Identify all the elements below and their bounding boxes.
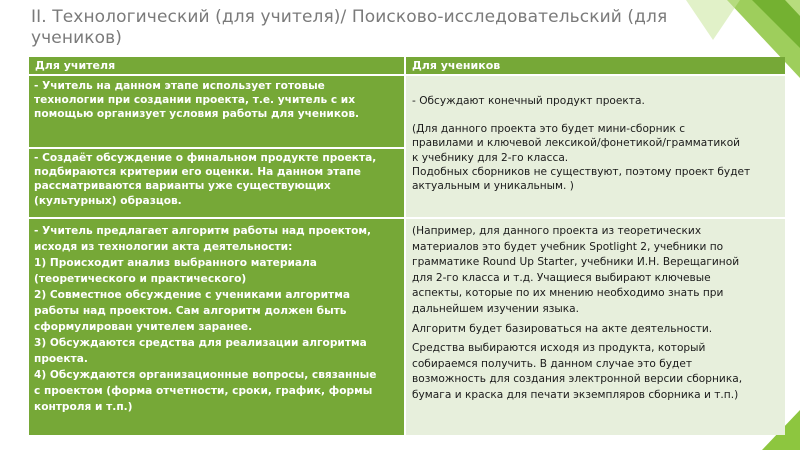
students-cell-2-line: возможность для создания электронной версии сборника, xyxy=(412,373,743,386)
students-cell-1-intro: - Обсуждают конечный продукт проекта. xyxy=(412,95,645,107)
teacher-cell-3-line: 3) Обсуждаются средства для реализации алгоритма xyxy=(34,337,367,349)
teacher-cell-2-line: рассматриваются варианты уже существующих xyxy=(34,180,331,193)
slide-title xyxy=(31,7,751,49)
teacher-cell-3-line: проекта. xyxy=(34,353,88,365)
teacher-cell-2-line: подбираются критерии его оценки. На данном этапе xyxy=(34,166,361,179)
comparison-table xyxy=(29,57,785,435)
students-cell-1-line: актуальным и уникальным. ) xyxy=(412,180,574,193)
students-cell-2-line: бумага и краска для печати экземпляров сборника и т.п.) xyxy=(412,388,739,401)
students-cell-2-algorithm: Алгоритм будет базироваться на акте деятельности. xyxy=(412,322,713,335)
students-cell-2-line: (Например, для данного проекта из теоретических xyxy=(412,225,702,237)
students-cell-2-line: аспекты, которые по их мнению необходимо знать при xyxy=(412,287,724,300)
students-cell-2-line: грамматике Round Up Starter, учебники И.Н. Верещагиной xyxy=(412,256,740,269)
teacher-cell-2-line: - Создаёт обсуждение о финальном продукте проекта, xyxy=(34,152,377,164)
header-teacher-label: Для учителя xyxy=(35,59,116,72)
students-cell-2 xyxy=(406,219,785,435)
teacher-cell-2 xyxy=(29,149,404,217)
teacher-cell-3-line: (теоретического и практического) xyxy=(34,273,247,285)
teacher-cell-1-line: - Учитель на данном этапе использует готовые xyxy=(34,80,325,92)
students-cell-1-line: к учебнику для 2-го класса. xyxy=(412,151,569,164)
teacher-cell-2-line: (культурных) образцов. xyxy=(34,194,182,207)
header-teacher xyxy=(29,57,404,74)
students-cell-2-line: Средства выбираются исходя из продукта, который xyxy=(412,342,706,355)
students-cell-1-line: (Для данного проекта это будет мини-сборник с xyxy=(412,123,686,136)
spacer xyxy=(412,108,779,122)
students-cell-1 xyxy=(406,76,785,217)
teacher-cell-1-line: технологии при создании проекта, т.е. учитель с их xyxy=(34,94,356,107)
students-cell-2-line: материалов это будет учебник Spotlight 2, учебники по xyxy=(412,240,724,253)
teacher-cell-3-line: исходя из технологии акта деятельности: xyxy=(34,241,293,253)
teacher-cell-3 xyxy=(29,219,404,435)
header-students-label: Для учеников xyxy=(412,59,501,72)
students-cell-1-line: правилами и ключевой лексикой/фонетикой/грамматикой xyxy=(412,137,741,150)
slide-title-line-2: учеников) xyxy=(31,28,122,48)
header-students xyxy=(406,57,785,74)
teacher-cell-3-line: 1) Происходит анализ выбранного материала xyxy=(34,257,317,269)
teacher-cell-3-line: работы над проектом. Сам алгоритм должен быть xyxy=(34,305,347,317)
teacher-cell-1 xyxy=(29,76,404,147)
slide-title-line-1: II. Технологический (для учителя)/ Поисково-исследовательский (для xyxy=(31,7,668,27)
teacher-cell-3-line: - Учитель предлагает алгоритм работы над проектом, xyxy=(34,225,372,237)
teacher-cell-3-line: с проектом (форма отчетности, сроки, график, формы xyxy=(34,385,373,397)
students-cell-2-line: собираемся получить. В данном случае это будет xyxy=(412,357,693,370)
teacher-cell-3-line: контроля и т.п.) xyxy=(34,401,133,413)
teacher-cell-3-line: 2) Совместное обсуждение с учениками алгоритма xyxy=(34,289,351,301)
students-cell-1-line: Подобных сборников не существуют, поэтому проект будет xyxy=(412,165,751,178)
students-cell-2-line: для 2-го класса и т.д. Учащиеся выбирают ключевые xyxy=(412,271,711,284)
students-cell-2-line: дальнейшем изучении языка. xyxy=(412,302,579,315)
teacher-cell-1-line: помощью организует условия работы для учеников. xyxy=(34,108,360,121)
teacher-cell-3-line: сформулирован учителем заранее. xyxy=(34,321,253,333)
teacher-cell-3-line: 4) Обсуждаются организационные вопросы, связанные xyxy=(34,369,377,381)
